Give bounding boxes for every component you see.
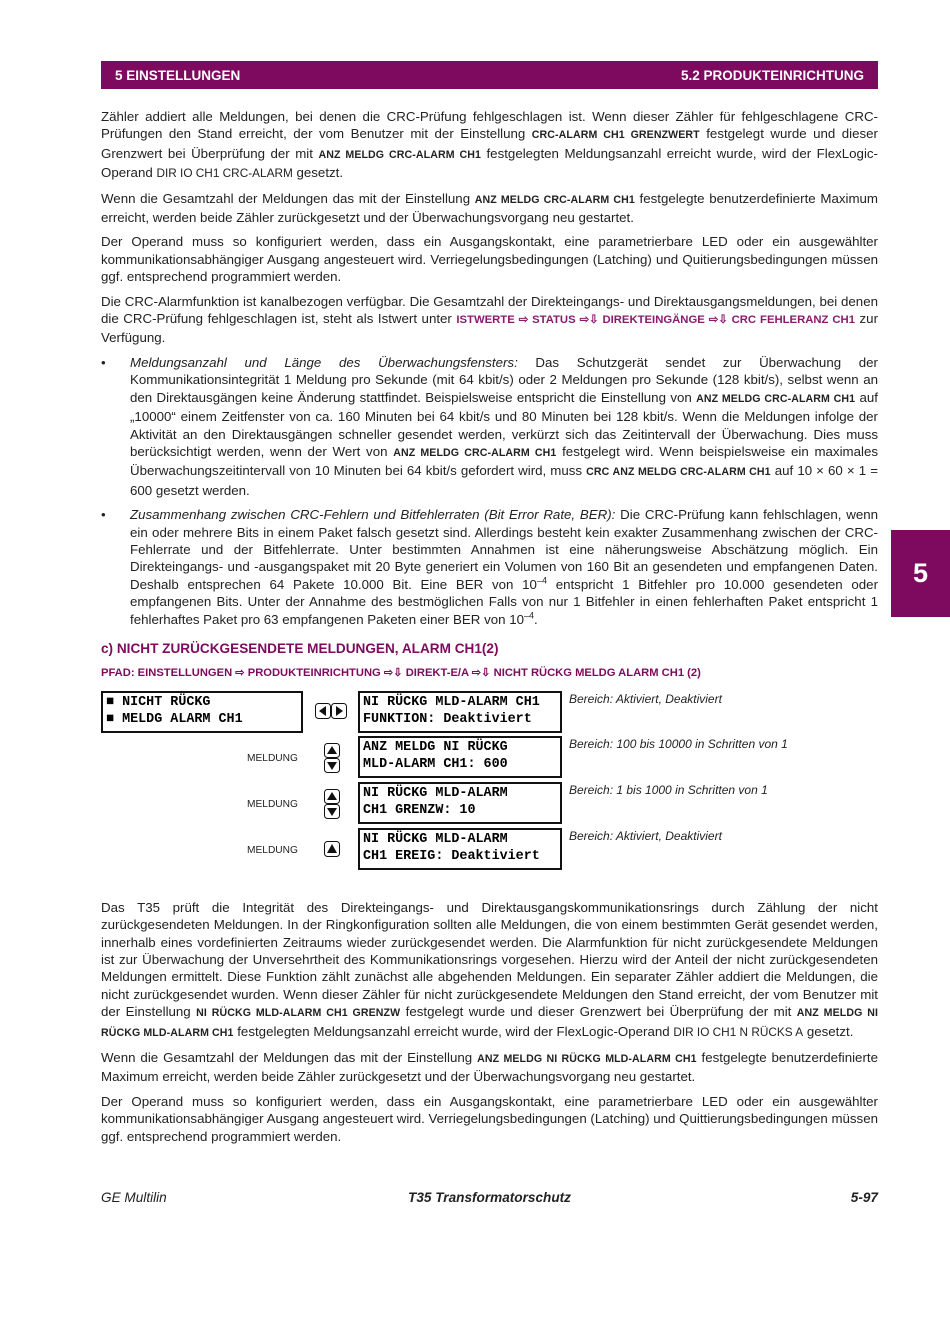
up-down-keys-icon[interactable] <box>324 743 340 773</box>
menu-item-message-count[interactable]: ANZ MELDG NI RÜCKG MLD-ALARM CH1: 600 <box>358 736 562 778</box>
paragraph-crc-reset: Wenn die Gesamtzahl der Meldungen das mit der Einstellung ANZ MELDG CRC-ALARM CH1 festgelegte benutzerdefinierte Maximum erreicht, werden beide Zähler zurückgesetzt und der Überwachungsvorgang neu gestartet. <box>101 190 878 226</box>
settings-menu <box>101 691 878 891</box>
page-content <box>101 108 878 1152</box>
header-chapter: 5 EINSTELLUNGEN <box>115 67 241 83</box>
paragraph-crc-channel: Die CRC-Alarmfunktion ist kanalbezogen verfügbar. Die Gesamtzahl der Direkteingangs- und Direktausgangsmeldungen, bei denen die CRC-Prüfung fehlgeschlagen ist, steht als Istwert unter ISTWERTE ⇨ STATUS ⇨⇩ DIREKTEINGÄNGE ⇨⇩ CRC FEHLERANZ CH1 zur Verfügung. <box>101 293 878 346</box>
left-right-keys-icon[interactable] <box>315 703 347 719</box>
menu-root-display[interactable]: ■ NICHT RÜCKG ■ MELDG ALARM CH1 <box>101 691 303 733</box>
settings-path: PFAD: EINSTELLUNGEN ⇨ PRODUKTEINRICHTUNG ⇨⇩ DIREKT-E/A ⇨⇩ NICHT RÜCKG MELDG ALARM CH1 (2) <box>101 667 701 680</box>
bullet-message-count: • Meldungsanzahl und Länge des Überwachungsfensters: Das Schutzgerät sendet zur Überwachung der Kommunikationsintegrität 1 Meldung pro Sekunde (mit 64 kbit/s) oder 2 Meldungen pro Sekunde (128 kbit/s), selbst wenn an den Direktausgängen keine Änderung stattfindet. Beispielsweise entspricht die Einstellung von ANZ MELDG CRC-ALARM CH1 auf „10000“ einem Zeitfenster von ca. 160 Minuten bei 64 kbit/s und 80 Minuten bei 128 kbit/s. Wenn die Meldungen infolge der Aktivität an den Direktausgängen schneller gesendet werden, verkürzt sich das Zeitintervall der Überwachung. Dies muss berücksichtigt werden, wenn der Wert von ANZ MELDG CRC-ALARM CH1 festgelegt wird. Wenn beispielsweise ein maximales Überwachungszeitintervall von 10 Minuten bei 64 kbit/s gefordert wird, muss CRC ANZ MELDG CRC-ALARM CH1 auf 10 × 60 × 1 = 600 gesetzt werden. <box>101 354 878 498</box>
page-header <box>101 61 878 89</box>
footer-page-number: 5-97 <box>850 1190 878 1205</box>
bullet-crc-ber: • Zusammenhang zwischen CRC-Fehlern und Bitfehlerraten (Bit Error Rate, BER): Die CRC-Prüfung kann fehlschlagen, wenn ein oder mehrere Bits in einem Paket falsch gesetzt sind. Allerdings besteht kein exakter Zusammenhang zwischen der CRC-Fehlerrate und der Bitfehlerrate. Unter bestimmten Annahmen ist eine näherungsweise Abschätzung möglich. Ein Direkteingangs- und -ausgangspaket mit 20 Byte generiert ein Volumen von 160 Bit an gesendeten und empfangenen Daten. Deshalb entsprechen 64 Pakete 10.000 Bit. Eine BER von $10^{-4}$ entspricht 1 Bitfehler pro 10.000 gesendeten oder empfangenen Bits. Unter der Annahme des bestmöglichen Falls von nur 1 Bitfehler in einen fehlerhaften Paket entspricht 1 fehlerhaftes Paket pro 63 empfangenen Paketen einer BER von $10^{-4}$. <box>101 507 879 627</box>
menu-item-threshold[interactable]: NI RÜCKG MLD-ALARM CH1 GRENZW: 10 <box>358 782 562 824</box>
up-key-icon[interactable] <box>324 841 340 857</box>
section-title: c) NICHT ZURÜCKGESENDETE MELDUNGEN, ALARM CH1(2) <box>101 640 499 656</box>
meld-label-2: MELDUNG <box>247 798 298 810</box>
paragraph-operand-config-2: Der Operand muss so konfiguriert werden, dass ein Ausgangskontakt, eine parametrierbare LED oder ein ausgewählter kommunikationsabhängiger Ausgang angesteuert wird. Verriegelungsbedingungen (Latching) und Quittierungsbedingungen müssen ggf. entsprechend programmiert werden. <box>101 1093 878 1144</box>
header-section: 5.2 PRODUKTEINRICHTUNG <box>680 67 864 83</box>
range-threshold: Bereich: 1 bis 1000 in Schritten von 1 <box>569 782 768 797</box>
range-function: Bereich: Aktiviert, Deaktiviert <box>569 691 722 706</box>
range-events: Bereich: Aktiviert, Deaktiviert <box>569 828 722 843</box>
range-message-count: Bereich: 100 bis 10000 in Schritten von 1 <box>569 736 788 751</box>
paragraph-unreturned-messages: Das T35 prüft die Integrität des Direkteingangs- und Direktausgangskommunikationsrings durch Zählung der nicht zurückgesendeten Meldungen. In der Ringkonfiguration sollten alle Meldungen, die von einem bestimmten Gerät gesendet werden, innerhalb eines vordefinierten Zeitraums wieder zurückgesendet werden. Die Alarmfunktion für nicht zurückgesendete Meldungen ist zur Überwachung der Unversehrtheit des Kommunikationsrings vorgesehen. Hierzu wird der Anteil der nicht zurückgesendeten Meldungen ermittelt. Diese Funktion zählt zunächst alle abgehenden Meldungen. Ein separater Zähler addiert die Meldungen, die nicht zurückgesendet wurden. Wenn dieser Zähler für nicht zurückgesendete Meldungen den Stand erreicht, der vom Benutzer mit der Einstellung NI RÜCKG MLD-ALARM CH1 GRENZW festgelegt wurde und dieser Grenzwert bei Überprüfung der mit ANZ MELDG NI RÜCKG MLD-ALARM CH1 festgelegten Meldungsanzahl erreicht wurde, wird der FlexLogic-Operand DIR IO CH1 N RÜCKS A gesetzt. <box>101 899 878 1039</box>
menu-item-events[interactable]: NI RÜCKG MLD-ALARM CH1 EREIG: Deaktiviert <box>358 828 562 870</box>
meld-label-1: MELDUNG <box>247 752 298 764</box>
paragraph-crc-counter: Zähler addiert alle Meldungen, bei denen die CRC-Prüfung fehlgeschlagen ist. Wenn dieser Zähler für fehlgeschlagene CRC-Prüfungen den Stand erreicht, der vom Benutzer mit der Einstellung CRC-ALARM CH1 GRENZWERT festgelegt wurde und dieser Grenzwert bei Überprüfung der mit ANZ MELDG CRC-ALARM CH1 festgelegten Meldungsanzahl erreicht wurde, wird der FlexLogic-Operand DIR IO CH1 CRC-ALARM gesetzt. <box>101 109 878 181</box>
paragraph-operand-config: Der Operand muss so konfiguriert werden, dass ein Ausgangskontakt, eine parametrierbare LED oder ein ausgewählter kommunikationsabhängiger Ausgang angesteuert wird. Verriegelungsbedingungen (Latching) und Quitierungsbedingungen müssen ggf. entsprechend programmiert werden. <box>101 234 878 285</box>
chapter-tab: 5 <box>891 530 950 617</box>
menu-item-function[interactable]: NI RÜCKG MLD-ALARM CH1 FUNKTION: Deaktiviert <box>358 691 562 733</box>
footer-product: T35 Transformatorschutz <box>408 1190 571 1205</box>
meld-label-3: MELDUNG <box>247 844 298 856</box>
footer-company: GE Multilin <box>101 1190 167 1205</box>
paragraph-unreturned-reset: Wenn die Gesamtzahl der Meldungen das mit der Einstellung ANZ MELDG NI RÜCKG MLD-ALARM CH1 festgelegte benutzerdefinierte Maximum erreicht, werden beide Zähler zurückgesetzt und der Überwachungsvorgang neu gestartet. <box>101 1050 878 1085</box>
up-down-keys-icon[interactable] <box>324 789 340 819</box>
